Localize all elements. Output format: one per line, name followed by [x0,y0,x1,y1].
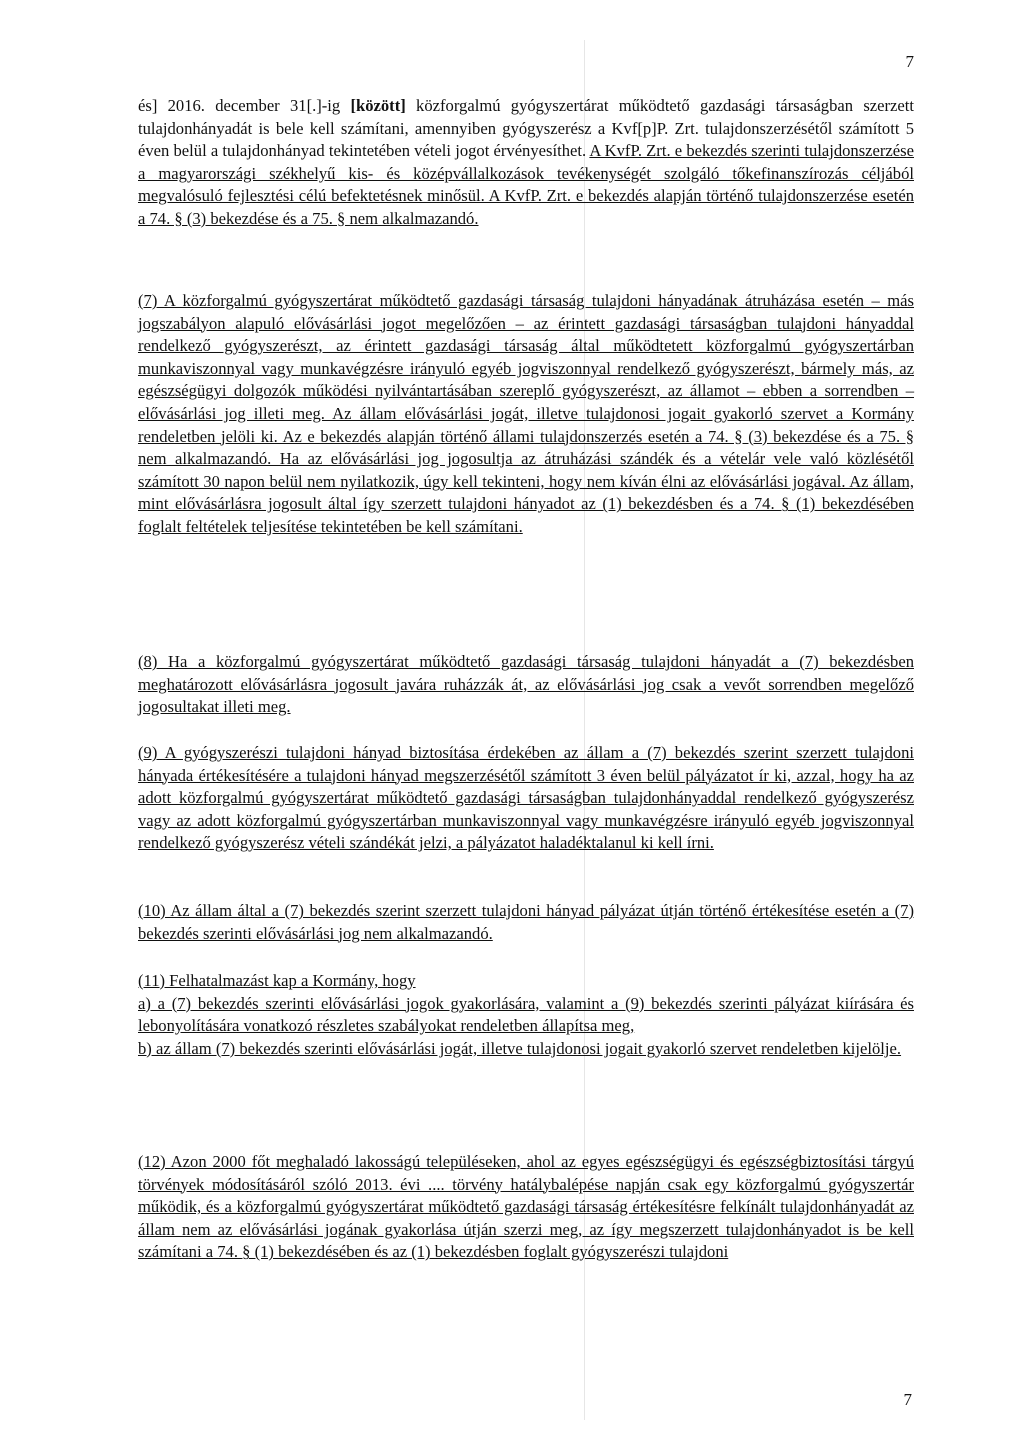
paragraph-11-b: b) az állam (7) bekezdés szerinti elővásárlási jogát, illetve tulajdonosi jogait gyakorló szervet rendeletben kijelölje. [138,1038,902,1058]
paragraph-intro [138,95,914,231]
paragraph-9 [138,742,914,855]
paragraph-10-text: (10) Az állam által a (7) bekezdés szerint szerzett tulajdoni hányad pályázat útján történő értékesítése esetén a (7) bekezdés szerinti elővásárlási jog nem alkalmazandó. [138,901,914,943]
paragraph-11-head: (11) Felhatalmazást kap a Kormány, hogy [138,971,416,990]
paragraph-11 [138,970,914,1060]
intro-amended-text: A KvfP. Zrt. e bekezdés szerinti tulajdonszerzése a magyarországi székhelyű kis- és középvállalkozások tevékenységét szolgáló tőkefinanszírozás céljából megvalósuló fejlesztési célú befektetésnek minősül. A KvfP. Zrt. e bekezdés alapján történő tulajdonszerzése esetén a 74. § (3) bekezdése és a 75. § nem alkalmazandó. [138,141,914,228]
paragraph-12 [138,1151,914,1264]
paragraph-8 [138,651,914,719]
paragraph-7-text: (7) A közforgalmú gyógyszertárat működtető gazdasági társaság tulajdoni hányadának átruházása esetén – más jogszabályon alapuló elővásárlási jogot megelőzően – az érintett gazdasági társaságban tulajdoni hányaddal rendelkező gyógyszerészt, az érintett gazdasági társaság által működtetett közforgalmú gyógyszertárban munkaviszonnyal vagy munkavégzésre irányuló egyéb jogviszonnyal rendelkező gyógyszerészt, bármely más, az egészségügyi dolgozók működési nyilvántartásában szereplő gyógyszerészt, az államot – ebben a sorrendben – elővásárlási jog illeti meg. Az állam elővásárlási jogát, illetve tulajdonosi jogait gyakorló szervet a Kormány rendeletben jelöli ki. Az e bekezdés alapján történő állami tulajdonszerzés esetén a 74. § (3) bekezdése és a 75. § nem alkalmazandó. Ha az elővásárlási jog jogosultja az átruházási szándék és a vételár vele való közlésétől számított 30 napon belül nem nyilatkozik, úgy kell tekinteni, hogy nem kíván élni az elővásárlási jogával. Az állam, mint elővásárlásra jogosult által így szerzett tulajdoni hányadot az (1) bekezdésben és a 74. § (1) bekezdésében foglalt feltételek teljesítése tekintetében be kell számítani. [138,291,914,536]
paragraph-9-text: (9) A gyógyszerészi tulajdoni hányad biztosítása érdekében az állam a (7) bekezdés szerint szerzett tulajdoni hányada értékesítésére a tulajdoni hányad megszerzésétől számított 3 éven belül pályázatot ír ki, azzal, hogy ha az adott közforgalmú gyógyszertárat működtető gazdasági társaságban tulajdonhányaddal rendelkező gyógyszerész vagy az adott közforgalmú gyógyszertárban munkaviszonnyal vagy munkavégzésre irányuló egyéb jogviszonnyal rendelkező gyógyszerész vételi szándékát jelzi, a pályázatot haladéktalanul ki kell írni. [138,743,914,853]
intro-kozott: [között] [350,96,406,115]
page-number-bottom: 7 [903,1390,912,1409]
intro-rest: közforgalmú gyógyszertárat működtető gazdasági társaságban szerzett tulajdonhányadát is bele kell számítani, amennyiben gyógyszerész a Kvf[p]P. Zrt. tulajdonszerzésétől számított 5 éven belül a tulajdonhányad tekintetében vételi jogot érvényesíthet. [138,96,914,161]
paragraph-10 [138,900,914,945]
paragraph-12-text: (12) Azon 2000 főt meghaladó lakosságú településeken, ahol az egyes egészségügyi és egészségbiztosítási tárgyú törvények módosításáról szóló 2013. évi .... törvény hatálybalépése napján csak egy közforgalmú gyógyszertár működik, és a közforgalmú gyógyszertárat működtető gazdasági társaság értékesítésre felkínált tulajdonhányadát az állam nem az elővásárlási jogának gyakorlása útján szerzi meg, az így megszerzett tulajdonhányadot is be kell számítani a 74. § (1) bekezdésében és az (1) bekezdésben foglalt gyógyszerészi tulajdoni [138,1152,914,1262]
intro-lead: és] 2016. december 31[.]-ig [138,96,351,115]
paragraph-11-a: a) a (7) bekezdés szerinti elővásárlási jogok gyakorlására, valamint a (9) bekezdés szerinti pályázat kiírására és lebonyolítására vonatkozó részletes szabályokat rendeletben állapítsa meg, [138,993,914,1036]
paragraph-7 [138,290,914,539]
paragraph-8-text: (8) Ha a közforgalmú gyógyszertárat működtető gazdasági társaság tulajdoni hányadát a (7) bekezdésben meghatározott elővásárlásra jogosult javára ruházzák át, az elővásárlási jog csak a vevőt sorrendben megelőző jogosultakat illeti meg. [138,652,914,717]
page-number-top: 7 [905,52,914,71]
